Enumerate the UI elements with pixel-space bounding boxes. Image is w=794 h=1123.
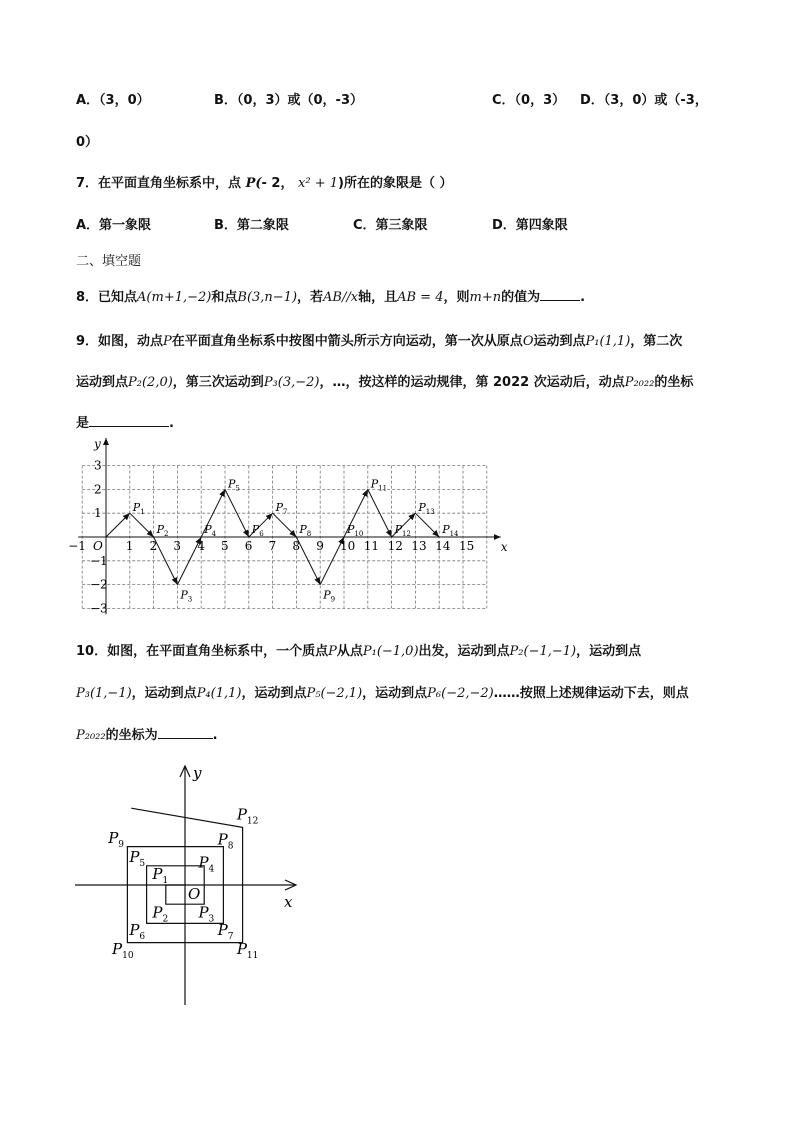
q9-point-p: P: [163, 334, 172, 349]
q7-coord-a: - 2，: [261, 176, 294, 191]
q9-point-pn: P₂₀₂₂: [624, 375, 655, 390]
point-label: $P_4$: [204, 523, 217, 538]
point-label: $P_7$: [275, 501, 288, 517]
point-label: $P_9$: [323, 588, 336, 604]
q10-point-p1: P₁(−1,0): [362, 644, 419, 659]
q9-text-5: 运动到点: [76, 375, 129, 390]
q8-point-a: A(m+1,−2): [137, 290, 212, 305]
q9-end: .: [169, 416, 174, 431]
q8-stem: [76, 286, 585, 305]
q9-point-p2: P₂(2,0): [128, 375, 173, 390]
q6-option-c: C．（0，3）: [492, 93, 566, 108]
point-label: $P_{11}$: [370, 477, 388, 493]
q8-text-6: 的值为: [501, 290, 541, 305]
q7-suffix: )所在的象限是（ ）: [338, 176, 453, 191]
q10-point-p2: P₂(−1,−1): [509, 644, 577, 659]
axes: [75, 766, 296, 1005]
point-label: $P_5$: [129, 847, 146, 869]
x-tick-label: 4: [197, 539, 205, 553]
origin-label: O: [188, 885, 201, 903]
point-label: $P_1$: [152, 865, 169, 887]
y-tick-label: −2: [90, 577, 108, 592]
q9-text-6: ，第三次运动到: [172, 375, 264, 390]
point-label: $P_5$: [228, 477, 240, 493]
q9-text-2: 在平面直角坐标系中按图中箭头所示方向运动，第一次从原点: [171, 334, 523, 349]
q10-text-9: 的坐标为: [105, 728, 158, 743]
figure-zigzag-grid: [70, 432, 520, 627]
q9-text-4: ，第二次: [630, 334, 683, 349]
q6-option-d: D．（3，0）或（-3，: [580, 93, 708, 108]
q7-option-d: D．第四象限: [492, 218, 568, 233]
q9-text-7: ，…，按这样的运动规律，第 2022 次运动后，动点: [319, 375, 625, 390]
q8-point-b: B(3,n−1): [237, 290, 298, 305]
q10-text-5: ，运动到点: [131, 686, 197, 701]
point-label: $P_{14}$: [442, 523, 459, 538]
q9-point-p1: P₁(1,1): [585, 334, 631, 349]
x-tick-label: 2: [149, 539, 158, 553]
q8-text-4: 轴，且: [358, 290, 398, 305]
point-label: $P_2$: [152, 903, 169, 925]
q8-end: .: [580, 290, 586, 305]
q8-text-2: 和点: [211, 290, 238, 305]
point-label: $P_2$: [156, 523, 169, 538]
x-tick-label: 10: [340, 539, 356, 553]
section-heading: 二、填空题: [76, 254, 142, 269]
point-label: $P_{10}$: [347, 523, 364, 538]
point-label: $P_1$: [132, 501, 145, 517]
origin-label: O: [93, 539, 103, 553]
q10-text-7: ，运动到点: [362, 686, 428, 701]
x-axis-label: x: [500, 540, 508, 554]
q9-text-8: 的坐标: [654, 375, 694, 390]
q7-point: P(: [245, 176, 262, 191]
x-tick-label: 14: [435, 539, 451, 553]
q10-text-8: ……按照上述规律运动下去，则点: [493, 686, 689, 701]
q10-text-6: ，运动到点: [241, 686, 307, 701]
point-label: $P_{11}$: [236, 940, 259, 962]
y-tick-label: 3: [94, 458, 102, 473]
x-tick-label: 7: [268, 539, 277, 553]
q9-text-1: 9．如图，动点: [76, 334, 164, 349]
q10-end: .: [212, 728, 218, 743]
x-tick-label: 12: [387, 539, 403, 553]
q9-text-3: 运动到点: [533, 334, 586, 349]
q10-line-2: [76, 682, 689, 701]
q10-point-p: P: [328, 644, 337, 659]
q9-answer-blank[interactable]: [89, 414, 169, 427]
x-tick-label: 8: [292, 539, 301, 553]
q10-point-p4: P₄(1,1): [196, 686, 242, 701]
path-segment: [273, 513, 297, 537]
q10-line-3: [76, 724, 218, 743]
q10-point-p3: P₃(1,−1): [76, 686, 132, 701]
point-label: $P_6$: [129, 920, 146, 942]
x-tick-label: 9: [316, 539, 324, 553]
q10-line-1: [76, 640, 641, 659]
path-segment: [415, 513, 439, 537]
point-label: $P_8$: [217, 830, 234, 852]
q7-expr: x² + 1: [298, 176, 338, 191]
point-label: $P_{10}$: [112, 940, 134, 962]
q8-answer-blank[interactable]: [540, 288, 580, 301]
q9-origin: O: [522, 334, 534, 349]
y-tick-label: 1: [94, 506, 102, 521]
y-tick-label: −3: [90, 601, 108, 616]
q8-length-expr: AB = 4: [397, 290, 444, 305]
x-tick-label: 5: [221, 539, 229, 553]
q8-parallel-expr: AB//x: [323, 290, 359, 305]
q10-text-2: 从点: [336, 644, 363, 659]
x-tick-label: 3: [173, 539, 182, 553]
point-label: $P_{13}$: [418, 501, 435, 517]
x-tick-label: 6: [244, 539, 253, 553]
q9-line-2: [76, 371, 693, 390]
point-label: $P_9$: [108, 828, 125, 850]
y-tick-label: 2: [94, 482, 102, 497]
q6-option-d-continued: 0）: [76, 135, 99, 150]
point-label: $P_{12}$: [236, 805, 259, 827]
x-tick-label: 13: [411, 539, 427, 553]
point-label: $P_8$: [299, 523, 312, 538]
y-tick-label: −1: [90, 553, 108, 568]
q10-point-pn: P₂₀₂₂: [76, 728, 106, 743]
point-label: $P_6$: [251, 523, 264, 538]
q9-text-9: 是: [76, 416, 90, 431]
path-segment: [130, 513, 154, 537]
x-tick-label: −1: [68, 539, 86, 553]
y-axis-label: y: [193, 764, 202, 782]
axes: [78, 438, 501, 614]
point-labels: [107, 806, 258, 961]
figure-spiral: [70, 760, 310, 1010]
point-label: $P_7$: [217, 920, 234, 942]
q7-option-c: C．第三象限: [353, 218, 428, 233]
q9-line-1: [76, 330, 682, 349]
point-label: $P_3$: [180, 588, 193, 604]
x-tick-label: 1: [125, 539, 134, 553]
q7-stem: [76, 172, 452, 191]
point-label: $P_4$: [198, 853, 215, 875]
q8-text-1: 8．已知点: [76, 290, 138, 305]
q10-text-3: 出发，运动到点: [418, 644, 510, 659]
q7-option-a: A．第一象限: [76, 218, 152, 233]
q10-text-4: ，运动到点: [576, 644, 642, 659]
q8-text-3: ，若: [297, 290, 324, 305]
q10-answer-blank[interactable]: [158, 726, 213, 739]
q7-prefix: 7．在平面直角坐标系中，点: [76, 176, 242, 191]
q8-sum-expr: m+n: [469, 290, 502, 305]
point-label: $P_{12}$: [394, 523, 411, 538]
q9-line-3: [76, 412, 174, 431]
q10-point-p5: P₅(−2,1): [306, 686, 363, 701]
q10-text-1: 10．如图，在平面直角坐标系中，一个质点: [76, 644, 329, 659]
q6-option-a: A．（3，0）: [76, 93, 150, 108]
x-tick-label: 15: [459, 539, 475, 553]
path-segment: [106, 513, 130, 537]
y-axis-label: y: [94, 437, 101, 451]
q8-text-5: ，则: [443, 290, 470, 305]
x-axis-label: x: [284, 893, 293, 911]
x-tick-label: 11: [363, 539, 380, 553]
q9-point-p3: P₃(3,−2): [263, 375, 320, 390]
q7-option-b: B．第二象限: [214, 218, 289, 233]
q6-option-b: B．（0，3）或（0，-3）: [214, 93, 363, 108]
q10-point-p6: P₆(−2,−2): [427, 686, 494, 701]
point-label: $P_3$: [198, 903, 215, 925]
